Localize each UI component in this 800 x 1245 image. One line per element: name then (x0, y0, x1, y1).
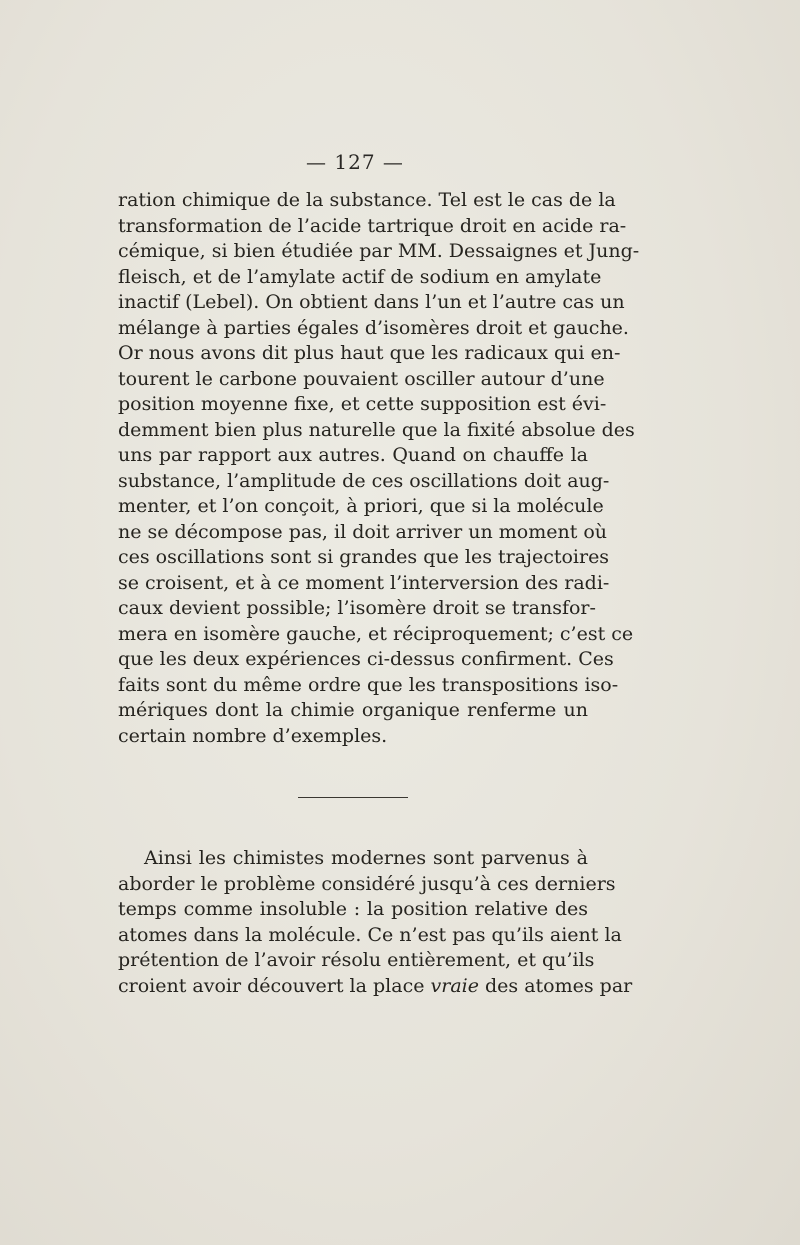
text-line: mera en isomère gauche, et réciproquement; c’est ce (118, 622, 634, 645)
text-line: temps comme insoluble : la position relative des (118, 898, 588, 920)
text-line: aborder le problème considéré jusqu’à ces derniers (118, 872, 616, 895)
text-line-mixed (118, 974, 633, 1000)
text-line: certain nombre d’exemples. (118, 724, 388, 747)
text-line: faits sont du même ordre que les transpositions iso- (118, 673, 619, 696)
text-line: substance, l’amplitude de ces oscillations doit aug- (118, 469, 610, 492)
text-line: inactif (Lebel). On obtient dans l’un et l’autre cas un (118, 291, 625, 313)
text-line: tourent le carbone pouvaient osciller autour d’une (118, 367, 605, 390)
paragraph-2 (118, 846, 633, 999)
text-line: ration chimique de la substance. Tel est le cas de la (118, 189, 616, 211)
text-line: Ainsi les chimistes modernes sont parvenus à (144, 847, 588, 869)
italic-word: vraie (430, 974, 479, 997)
text-segment: croient avoir découvert la place (118, 974, 431, 997)
text-line: demment bien plus naturelle que la fixité absolue des (118, 418, 635, 441)
text-line: mélange à parties égales d’isomères droit et gauche. (118, 316, 629, 339)
text-line: fleisch, et de l’amylate actif de sodium en amylate (118, 265, 602, 288)
text-line: menter, et l’on conçoit, à priori, que si la molécule (118, 495, 604, 517)
text-line: cémique, si bien étudiée par MM. Dessaignes et Jung- (118, 240, 640, 262)
page-number: — 127 — (306, 150, 404, 174)
text-line: uns par rapport aux autres. Quand on chauffe la (118, 444, 588, 466)
text-line: position moyenne fixe, et cette supposition est évi- (118, 393, 607, 415)
text-line: se croisent, et à ce moment l’interversion des radi- (118, 571, 610, 594)
text-line: atomes dans la molécule. Ce n’est pas qu’ils aient la (118, 923, 622, 946)
text-line: transformation de l’acide tartrique droit en acide ra- (118, 214, 627, 237)
section-divider (298, 797, 408, 798)
text-line: que les deux expériences ci-dessus confirment. Ces (118, 648, 614, 670)
text-line: Or nous avons dit plus haut que les radicaux qui en- (118, 342, 621, 364)
text-segment: des atomes par (478, 974, 633, 997)
text-line: mériques dont la chimie organique renferme un (118, 699, 588, 721)
text-line: prétention de l’avoir résolu entièrement, et qu’ils (118, 949, 595, 971)
paragraph-1 (118, 188, 640, 749)
text-line: ces oscillations sont si grandes que les trajectoires (118, 546, 610, 568)
text-line: caux devient possible; l’isomère droit se transfor- (118, 597, 596, 619)
text-line: ne se décompose pas, il doit arriver un moment où (118, 520, 608, 543)
